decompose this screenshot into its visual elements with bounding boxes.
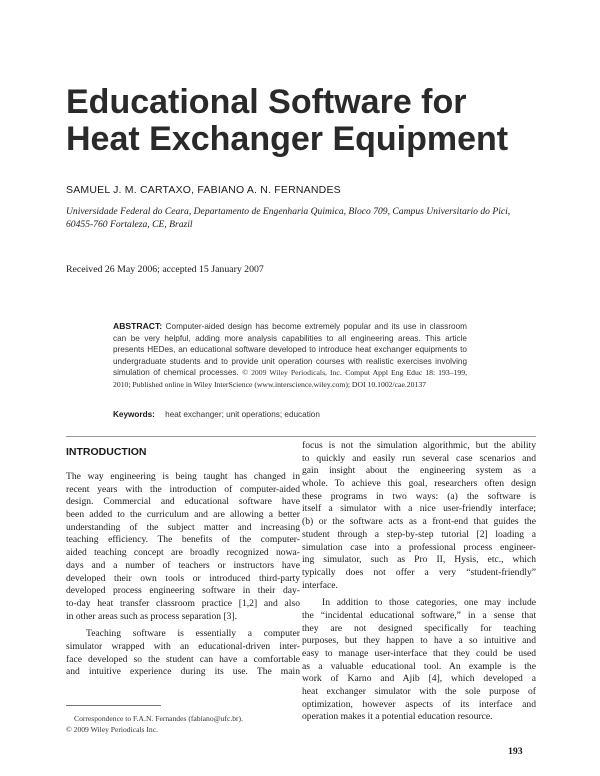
text-line: they are not designed specifically for teaching [302, 622, 536, 634]
text-line: teaching efficiency. The benefits of the computer- [66, 534, 300, 546]
column-right [302, 440, 536, 724]
text-line: and intuitive experience during its use. The main [66, 666, 300, 678]
text-line: optimization, however aspects of its interface and [302, 698, 536, 710]
abstract-citation: Comput Appl Eng Educ 18: 193–199, 2010; Published online in Wiley InterScience (www.interscience.wiley.com); DOI 10.1002/cae.20137 [113, 368, 467, 389]
text-line: whole. To achieve this goal, researchers often design [302, 478, 536, 490]
footnote [66, 713, 243, 735]
affiliation-line-2: 60455-760 Fortaleza, CE, Brazil [66, 219, 193, 230]
text-line: purposes, but they happen to have a so intuitive and [302, 635, 536, 647]
received-date: Received 26 May 2006; accepted 15 January 2007 [66, 264, 264, 275]
text-line: simulator wrapped with an educational-driven inter- [66, 640, 300, 652]
abstract-copyright: © 2009 Wiley Periodicals, Inc. [242, 368, 342, 377]
column-left [66, 471, 300, 679]
text-line: student through a step-by-step tutorial [2] loading a [302, 528, 536, 540]
section-divider [66, 436, 536, 437]
text-line: the “incidental educational software,” in a sense that [302, 609, 536, 621]
keywords-text: heat exchanger; unit operations; education [165, 410, 320, 419]
introduction-heading: INTRODUCTION [66, 446, 147, 458]
text-line: heat exchanger simulator with the sole purpose of [302, 686, 536, 698]
text-line: operation makes it a potential education resource. [302, 711, 493, 723]
text-line: developed their own tools or introduced third-party [66, 572, 300, 584]
text-line: (b) or the software acts as a front-end that guides the [302, 516, 536, 528]
abstract-body: Computer-aided design has become extremely popular and its use in classroom can be very helpful, adding more analysis capabilities to all engineering areas. This article presents HEDes, an educational software developed to introduce heat exchanger equipments to undergraduate students and to provide unit operation courses with realistic exercises involving simulation of chemical processes. [113, 322, 467, 377]
text-line: easy to manage user-interface that they could be used [302, 648, 536, 659]
text-line: Teaching software is essentially a computer [86, 628, 300, 640]
text-line: as a valuable educational tool. An example is the [302, 660, 536, 672]
text-line: days and a number of teachers or instructors have [66, 559, 300, 571]
text-line: itself a simulator with a nice user-friendly interface; [302, 503, 536, 515]
text-line: recent years with the introduction of computer-aided [66, 483, 300, 495]
text-line: to-day heat transfer classroom practice [1,2] and also [66, 597, 300, 609]
title-line-1: Educational Software for [66, 83, 467, 121]
article-title [66, 84, 566, 158]
footnote-correspondence: Correspondence to F.A.N. Fernandes (fabiano@ufc.br). [74, 714, 243, 723]
text-line: interface. [302, 579, 338, 591]
text-line: in other areas such as process separation [3]. [66, 610, 238, 622]
text-line: been added to the curriculum and are allowing a better [66, 509, 300, 521]
text-line: understanding of the subject matter and increasing [66, 521, 300, 533]
text-line: work of Karno and Ajib [4], which developed a [302, 673, 536, 685]
text-line: The way engineering is being taught has changed in [66, 471, 300, 482]
text-line: focus is not the simulation algorithmic, but the ability [302, 440, 536, 451]
text-line: typically does not offer a very “student-friendly” [302, 566, 536, 578]
page-number: 193 [508, 746, 523, 757]
authors: SAMUEL J. M. CARTAXO, FABIANO A. N. FERNANDES [66, 184, 341, 196]
footnote-divider [66, 705, 161, 706]
abstract [113, 321, 467, 390]
text-line: aided teaching concept are broadly recognized nowa- [66, 547, 300, 559]
affiliation [66, 205, 536, 231]
footnote-copyright: © 2009 Wiley Periodicals Inc. [66, 725, 158, 734]
abstract-label: ABSTRACT: [113, 321, 163, 331]
keywords [113, 410, 320, 419]
text-line: ing simulator, such as Pro II, Hysis, etc., which [302, 554, 536, 566]
text-line: simulation case into a professional process engineer- [302, 541, 536, 553]
text-line: to quickly and easily run several case scenarios and [302, 452, 536, 464]
title-line-2: Heat Exchanger Equipment [66, 120, 509, 158]
text-line: design. Commercial and educational software have [66, 496, 300, 508]
text-line: these programs in two ways: (a) the software is [302, 490, 536, 502]
text-line: In addition to those categories, one may include [322, 597, 536, 609]
text-line: face developed so the student can have a comfortable [66, 653, 300, 665]
keywords-label: Keywords: [113, 410, 155, 419]
affiliation-line-1: Universidade Federal do Ceara, Departamento de Engenharia Quimica, Bloco 709, Campus Universitario do Pici, [66, 206, 511, 217]
text-line: developed process engineering software in their day- [66, 585, 300, 597]
text-line: gain insight about the engineering system as a [302, 465, 536, 477]
